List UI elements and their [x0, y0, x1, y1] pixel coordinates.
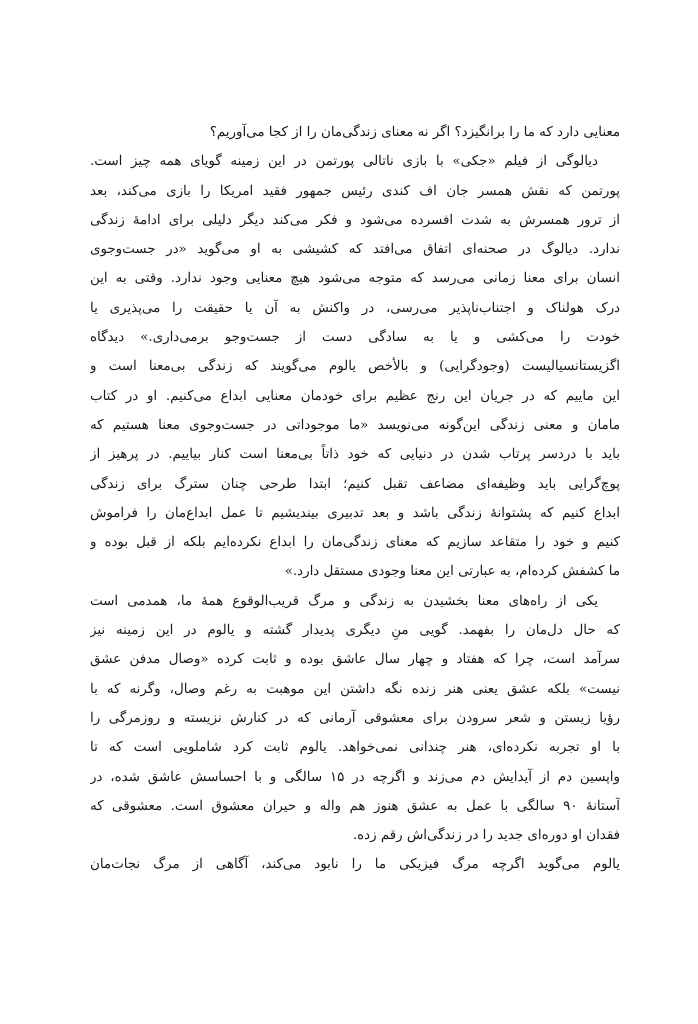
text-line: آستانهٔ ۹۰ سالگی با عمل به عشق هنوز هم واله و حیران معشوق است. معشوقی که — [90, 798, 620, 814]
text-line: یالوم می‌گوید اگرچه مرگ فیزیکی ما را نابود می‌کند، آگاهی از مرگ نجات‌مان — [90, 857, 620, 873]
text-line: پوچ‌گرایی باید وظیفه‌ای مضاعف تقبل کنیم؛ ابتدا طرحی چنان سترگ برای زندگی — [90, 476, 620, 492]
text-line: پورتمن که نقش همسر جان اف کندی رئیس جمهور فقید امریکا را بازی می‌کند، بعد — [90, 183, 620, 199]
text-line: نیست» بلکه عشق یعنی هنر زنده نگه داشتن این موهبت به رغم وصال، وگرنه که با — [90, 681, 620, 697]
text-line: واپسین دم از آیدایش دم می‌زند و اگرچه در ۱۵ سالگی و با احساسش عاشق شده، در — [90, 769, 620, 785]
text-line: درک هولناک و اجتناب‌ناپذیر می‌رسی، در واکنش به آن یا حقیقت را می‌پذیری یا — [90, 300, 620, 316]
text-line: سرآمد است، چرا که هفتاد و چهار سال عاشق بوده و ثابت کرده «وصال مدفن عشق — [90, 652, 620, 668]
text-line: این ماییم که در جریان این رنج عظیم برای خودمان معنایی ابداع می‌کنیم. او در کتاب — [90, 388, 620, 404]
text-line: ابداع کنیم که پشتوانهٔ زندگی باشد و بعد تدبیری بیندیشیم تا عمل ابداع‌مان را فراموش — [90, 505, 620, 521]
text-line: از ترور همسرش به شدت افسرده می‌شود و فکر می‌کند دیگر دلیلی برای ادامهٔ زندگی — [90, 212, 620, 228]
text-line: که حال دل‌مان را بفهمد. گویی منِ دیگری پدیدار گشته و یالوم در این زمینه نیز — [90, 623, 620, 639]
text-line: کنیم و خود را متقاعد سازیم که معنای زندگی‌مان را ابداع نکرده‌ایم بلکه از قبل بوده و — [90, 535, 620, 551]
body-text — [90, 118, 620, 880]
paragraph-first-line: یکی از راه‌های معنا بخشیدن به زندگی و مرگ قریب‌الوقوع همهٔ ما، همدمی است — [90, 593, 598, 609]
text-line: اگزیستانسیالیست (وجودگرایی) و بالأخص یالوم می‌گویند که زندگی بی‌معنا است و — [90, 359, 620, 375]
text-line: ندارد. دیالوگ در صحنه‌ای اتفاق می‌افتد که کشیشی به او می‌گوید «در جست‌وجوی — [90, 242, 620, 258]
text-line: مامان و معنی زندگی این‌گونه می‌نویسد «ما موجوداتی در جست‌وجوی معنا هستیم که — [90, 417, 620, 433]
text-line: خودت را می‌کشی و یا به سادگی دست از جست‌وجو برمی‌داری.» دیدگاه — [90, 330, 620, 346]
text-line: با او تجربه نکرده‌ای، هنر چندانی نمی‌خواهد. یالوم ثابت کرد شاملویی است که تا — [90, 740, 620, 756]
text-line: فقدان او دوره‌ای جدید را در زندگی‌اش رقم زده. — [352, 828, 620, 844]
paragraph-first-line: دیالوگی از فیلم «جکی» با بازی ناتالی پورتمن در این زمینه گویای همه چیز است. — [90, 154, 598, 170]
text-line: باید با دردسر پرتاب شدن در دنیایی که خود ذاتاً بی‌معنا است کنار بیاییم. در پرهیز از — [90, 447, 620, 463]
text-line: انسان برای معنا زمانی می‌رسد که متوجه می‌شود هیچ معنایی وجود ندارد. وقتی به این — [90, 271, 620, 287]
text-line: ما کشفش کرده‌ام، به عبارتی این معنا وجودی مستقل دارد.» — [284, 564, 620, 580]
text-line: معنایی دارد که ما را برانگیزد؟ اگر نه معنای زندگی‌مان را از کجا می‌آوریم؟ — [209, 125, 620, 140]
text-line: رؤیا زیستن و شعر سرودن برای معشوقی آرمانی که در کنارش نزیسته و روزمرگی را — [90, 710, 620, 726]
